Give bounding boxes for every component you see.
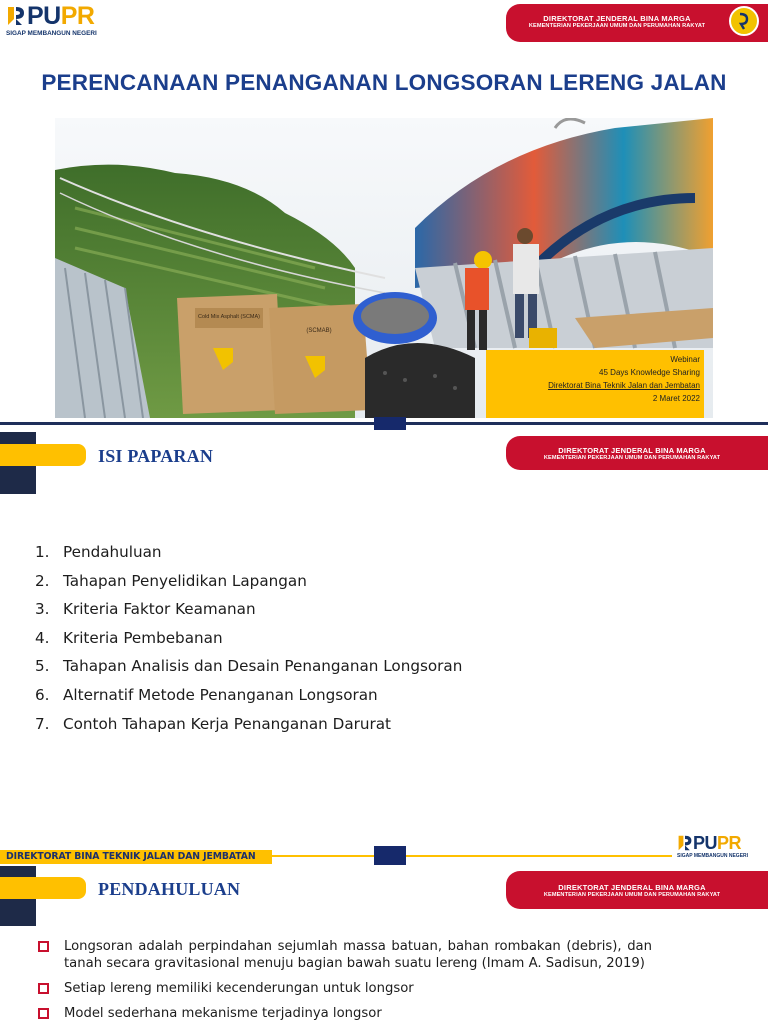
checkbox-bullet-icon <box>38 1008 49 1019</box>
pupr-logo-small <box>677 834 748 859</box>
pupr-logo-icon <box>6 5 26 27</box>
section-accent-yellow <box>0 444 86 466</box>
agenda-item: 4. Kriteria Pembebanan <box>35 628 223 647</box>
cold-mix-asphalt-bags <box>177 294 371 414</box>
header-ribbon <box>506 871 768 909</box>
footer-tab <box>374 846 406 865</box>
info-organizer: Direktorat Bina Teknik Jalan dan Jembatan <box>548 381 700 390</box>
agenda-list <box>35 538 462 738</box>
presentation-title: PERENCANAAN PENANGANAN LONGSORAN LERENG JALAN <box>41 70 727 95</box>
logo-tagline: SIGAP MEMBANGUN NEGERI <box>677 853 749 859</box>
info-event-type: Webinar <box>670 355 700 364</box>
title-slide <box>0 0 768 432</box>
info-event-name: 45 Days Knowledge Sharing <box>599 368 700 377</box>
logo-tagline: SIGAP MEMBANGUN NEGERI <box>6 30 97 37</box>
agenda-slide <box>0 432 768 834</box>
agenda-item: 7. Contoh Tahapan Kerja Penanganan Darurat <box>35 714 391 733</box>
slide-divider-tab <box>374 417 406 430</box>
footer-line <box>272 855 672 857</box>
bullet-item: Model sederhana mekanisme terjadinya longsor <box>36 1005 652 1022</box>
bullet-item: Longsoran adalah perpindahan sejumlah massa batuan, bahan rombakan (debris), dan tanah secara gravitasional menuju bagian bawah suatu lereng (Imam A. Sadisun, 2019) <box>36 938 652 972</box>
footer-directorate: DIREKTORAT BINA TEKNIK JALAN DAN JEMBATAN <box>6 851 256 862</box>
section-title: PENDAHULUAN <box>98 879 241 899</box>
agenda-item: 2. Tahapan Penyelidikan Lapangan <box>35 571 307 590</box>
section-title: ISI PAPARAN <box>98 446 214 466</box>
info-date: 2 Maret 2022 <box>652 394 700 403</box>
introduction-slide <box>0 834 768 1024</box>
logo-wordmark: PUPR <box>27 2 95 30</box>
pupr-logo <box>6 4 97 37</box>
bullet-item: Setiap lereng memiliki kecenderungan untuk longsor <box>36 980 652 997</box>
section-accent-yellow <box>0 877 86 899</box>
ribbon-org: DIREKTORAT JENDERAL BINA MARGA <box>543 14 691 23</box>
agenda-item: 5. Tahapan Analisis dan Desain Penanganan Longsoran <box>35 657 463 676</box>
agenda-item: 6. Alternatif Metode Penanganan Longsoran <box>35 685 378 704</box>
intro-bullets <box>36 938 652 1024</box>
ribbon-ministry: KEMENTERIAN PEKERJAAN UMUM DAN PERUMAHAN RAKYAT <box>543 455 721 461</box>
webinar-info-box <box>486 350 704 418</box>
ribbon-ministry: KEMENTERIAN PEKERJAAN UMUM DAN PERUMAHAN RAKYAT <box>543 892 721 898</box>
header-ribbon <box>506 436 768 470</box>
logo-wordmark: PUPR <box>693 834 742 853</box>
ribbon-org: DIREKTORAT JENDERAL BINA MARGA <box>558 446 706 455</box>
checkbox-bullet-icon <box>38 983 49 994</box>
agenda-item: 1. Pendahuluan <box>35 543 162 561</box>
pupr-logo-icon <box>677 834 693 852</box>
ribbon-ministry: KEMENTERIAN PEKERJAAN UMUM DAN PERUMAHAN RAKYAT <box>528 23 706 29</box>
ministry-emblem-icon <box>729 6 759 36</box>
bag1-label: Cold Mix Asphalt (SCMA) <box>197 314 261 320</box>
ribbon-org: DIREKTORAT JENDERAL BINA MARGA <box>558 883 706 892</box>
agenda-item: 3. Kriteria Faktor Keamanan <box>35 600 256 619</box>
bag2-label: (SCMAB) <box>306 328 332 334</box>
checkbox-bullet-icon <box>38 941 49 952</box>
